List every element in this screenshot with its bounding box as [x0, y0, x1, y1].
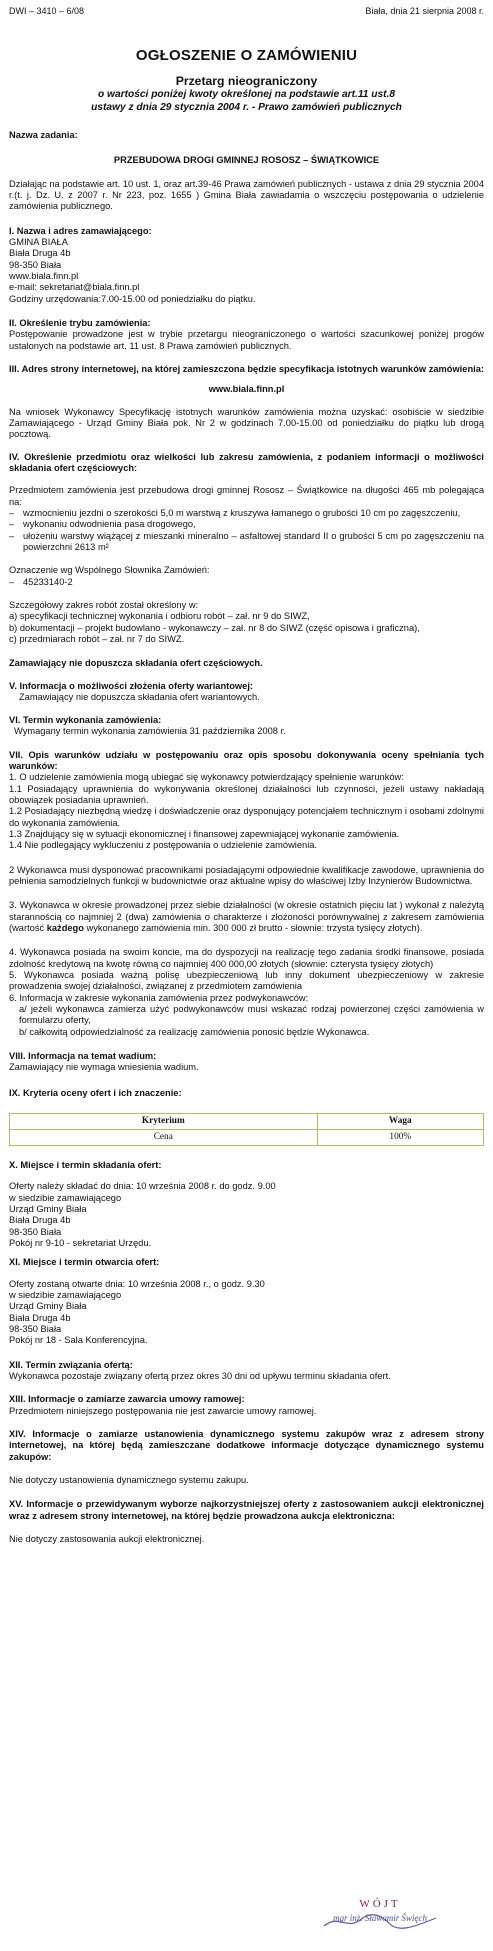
- section-12-heading: XII. Termin związania ofertą:: [9, 1359, 133, 1370]
- section-15-text: Nie dotyczy zastosowania aukcji elektronicznej.: [9, 1533, 205, 1544]
- section-8-text: Zamawiający nie wymaga wniesienia wadium.: [9, 1062, 199, 1073]
- section-1-heading: I. Nazwa i adres zamawiającego:: [9, 225, 152, 236]
- authority-street: Biała Druga 4b: [9, 248, 71, 259]
- submission-street: Biała Druga 4b: [9, 1215, 71, 1226]
- authority-website: www.biala.finn.pl: [9, 270, 79, 281]
- opening-room: Pokój nr 18 - Sala Konferencyjna.: [9, 1335, 148, 1346]
- section-14-heading: XIV. Informacje o zamiarze ustanowienia dynamicznego systemu zakupów wraz z adresem strony internetowej, na której będą zamieszczane dodatkowe informacje dotyczące dynamicznego systemu zakupów:: [9, 1428, 484, 1462]
- submission-place: w siedzibie zamawiającego: [9, 1192, 122, 1203]
- scope-item-b: b) dokumentacji – projekt budowlano - wykonawczy – zał. nr 8 do SIWZ (część opisowa i graficzna),: [9, 622, 420, 633]
- cpv-code-row: – 45233140-2: [9, 577, 484, 588]
- project-name: PRZEBUDOWA DROGI GMINNEJ ROSOSZ – ŚWIĄTKOWICE: [113, 155, 380, 166]
- section-2-text: Postępowanie prowadzone jest w trybie przetargu nieograniczonego o wartości szacunkowej poniżej progów ustalonych na podstawie art. 11 ust. 8 Prawa zamówień publicznych.: [9, 329, 484, 351]
- condition-1-4: 1.4 Nie podlegający wykluczeniu z postępowania o udzielenie zamówienia.: [9, 840, 318, 851]
- condition-1-1: 1.1 Posiadający uprawnienia do wykonywania określonej działalności lub czynności, jeżeli ustawy nakładają obowiązek posiadania uprawnień.: [9, 783, 484, 806]
- scope-intro: Szczegółowy zakres robót został określony w:: [9, 599, 199, 610]
- section-6-text: Wymagany termin wykonania zamówienia 31 października 2008 r.: [14, 726, 286, 737]
- section-4-text: Przedmiotem zamówienia jest przebudowa drogi gminnej Rososz – Świątkowice na długości 465 mb polegająca na:: [9, 485, 484, 507]
- section-5-heading: V. Informacja o możliwości złożenia oferty wariantowej:: [9, 680, 254, 691]
- section-5-text: Zamawiający nie dopuszcza składania ofert wariantowych.: [19, 691, 260, 702]
- scope-item-c: c) przedmiarach robót – zał. nr 7 do SIWZ.: [9, 633, 185, 644]
- section-12-text: Wykonawca pozostaje związany ofertą przez okres 30 dni od upływu terminu składania ofert.: [9, 1370, 391, 1381]
- scope-bullet: – wzmocnieniu jezdni o szerokości 5,0 m warstwą z kruszywa łamanego o grubości 10 cm po zagęszczeniu,: [9, 507, 461, 518]
- submission-room: Pokój nr 9-10 - sekretariat Urzędu.: [9, 1237, 152, 1248]
- section-8-heading: VIII. Informacja na temat wadium:: [9, 1051, 157, 1062]
- place-date: Biała, dnia 21 sierpnia 2008 r.: [365, 6, 484, 16]
- opening-office: Urząd Gminy Biała: [9, 1301, 87, 1312]
- condition-4: 4. Wykonawca posiada na swoim koncie, ma do dyspozycji na realizację tego zadania środki finansowe, posiada zdolność kredytową na kwotę równą co najmniej 400 000,00 złotych (słownie: czterysta tysięcy złotych): [9, 947, 484, 969]
- signature-name: mgr inż. Sławomir Święch: [332, 1913, 427, 1924]
- criterion-cell: Cena: [10, 1130, 318, 1146]
- submission-postcode: 98-350 Biała: [9, 1226, 62, 1237]
- criteria-table: [9, 1113, 484, 1146]
- opening-street: Biała Druga 4b: [9, 1312, 71, 1323]
- section-14-text: Nie dotyczy ustanowienia dynamicznego systemu zakupu.: [9, 1474, 249, 1485]
- column-header-weight: Waga: [317, 1114, 483, 1130]
- intro-paragraph: Działając na podstawie art. 10 ust. 1, oraz art.39-46 Prawa zamówień publicznych - ustawa z dnia 29 stycznia 2004 r.(t. j. Dz. U. z 2007 r. Nr 223, poz. 1655 ) Gmina Biała zawiadamia o wszczęciu postępowania o udzielenie zamówienia publicznego.: [9, 178, 484, 212]
- column-header-criterion: Kryterium: [10, 1114, 318, 1130]
- section-4-heading: IV. Określenie przedmiotu oraz wielkości lub zakresu zamówienia, z podaniem informacji o możliwości składania ofert częściowych:: [9, 451, 484, 473]
- section-7-heading: VII. Opis warunków udziału w postępowaniu oraz opis sposobu dokonywania oceny spełniania tych warunków:: [9, 749, 484, 772]
- condition-6a: a/ jeżeli wykonawca zamierza użyć podwykonawców musi wskazać rodzaj powierzonej części zamówienia w formularzu oferty,: [19, 1004, 484, 1026]
- condition-6: 6. Informacja w zakresie wykonania zamówienia przez podwykonawców:: [9, 992, 309, 1003]
- scope-item-a: a) specyfikacji technicznej wykonania i odbioru robót – zał. nr 9 do SIWZ,: [9, 611, 310, 622]
- notice-title: OGŁOSZENIE O ZAMÓWIENIU: [135, 46, 358, 64]
- authority-email: e-mail: sekretariat@biala.finn.pl: [9, 282, 140, 293]
- signature-stamp: [310, 1898, 450, 1924]
- task-label: Nazwa zadania:: [9, 130, 78, 141]
- notice-page: [9, 6, 484, 1545]
- submission-office: Urząd Gminy Biała: [9, 1204, 87, 1214]
- condition-1-3: 1.3 Znajdujący się w sytuacji ekonomicznej i finansowej zapewniającej wykonanie zamówienia.: [9, 829, 400, 840]
- scope-bullet: – ułożeniu warstwy wiążącej z mieszanki mineralno – asfaltowej standard II o grubości 5 cm po zagęszczeniu na powierzchni 2613 m²: [9, 530, 484, 552]
- section-15-heading: XV. Informacje o przewidywanym wyborze najkorzystniejszej oferty z zastosowaniem aukcji elektronicznej wraz z adresem strony internetowej, na której będzie prowadzona aukcja elektroniczna:: [9, 1499, 484, 1521]
- condition-3: 3. Wykonawca w okresie prowadzonej przez siebie działalności (w okresie ostatnich pięciu lat ) wykonał z należytą starannością co najmniej 2 (dwa) zamówienia o charakterze i złożoności porównywalnej z zakresem zamówienia (wartość każdego wykonanego zamówienia min. 300 000 zł brutto - słownie: trzysta tysięcy złotych).: [9, 900, 484, 934]
- condition-1-2: 1.2 Posiadający niezbędną wiedzę i doświadczenie oraz dysponujący potencjałem technicznym i osobami zdolnymi do wykonania zamówienia.: [9, 806, 484, 828]
- scope-bullet: – wykonaniu odwodnienia pasa drogowego,: [9, 519, 196, 530]
- table-header-row: [10, 1114, 484, 1130]
- condition-6b: b/ całkowitą odpowiedzialność za realizację zamówienia ponosić będzie Wykonawca.: [19, 1026, 370, 1037]
- section-3-heading: III. Adres strony internetowej, na której zamieszczona będzie specyfikacja istotnych warunków zamówienia:: [9, 363, 484, 374]
- legal-basis-line-1: o wartości poniżej kwoty określonej na podstawie art.11 ust.8: [97, 89, 396, 101]
- opening-place: w siedzibie zamawiającego: [9, 1289, 122, 1300]
- authority-name: GMINA BIAŁA: [9, 236, 68, 247]
- authority-postcode: 98-350 Biała: [9, 259, 62, 270]
- condition-5: 5. Wykonawca posiada ważną polisę ubezpieczeniową lub inny dokument ubezpieczeniowy w zakresie prowadzenia swojej działalności, związanej z przedmiotem zamówienia: [9, 970, 484, 992]
- document-ref: DWI – 3410 – 6/08: [9, 6, 85, 16]
- section-3-text: Na wniosek Wykonawcy Specyfikację istotnych warunków zamówienia można uzyskać: osobiście w siedzibie Zamawiającego - Urząd Gminy Biała pok. Nr 2 w godzinach 7.00-15.00 od poniedziałku do piątku lub drogą pocztową.: [9, 406, 484, 440]
- section-11-heading: XI. Miejsce i termin otwarcia ofert:: [9, 1257, 160, 1268]
- section-2-heading: II. Określenie trybu zamówienia:: [9, 317, 151, 328]
- procedure-type: Przetarg nieograniczony: [175, 74, 318, 89]
- condition-2: 2 Wykonawca musi dysponować pracownikami posiadającymi odpowiednie kwalifikacje zawodowe, uprawnienia do pełnienia samodzielnych funkcji w budownictwie oraz aktualne wpisy do właściwej Izby Inżynierów Budownictwa.: [9, 864, 484, 887]
- weight-cell: 100%: [317, 1130, 483, 1146]
- conditions-intro: 1. O udzielenie zamówienia mogą ubiegać się wykonawcy potwierdzający spełnienie warunków:: [9, 772, 404, 783]
- section-13-heading: XIII. Informacje o zamiarze zawarcia umowy ramowej:: [9, 1394, 245, 1405]
- header-row: [9, 6, 484, 17]
- cpv-code: 45233140-2: [23, 576, 73, 587]
- submission-details: [9, 1181, 484, 1249]
- legal-basis-line-2: ustawy z dnia 29 stycznia 2004 r. - Prawo zamówień publicznych: [91, 101, 402, 113]
- submission-deadline: Oferty należy składać do dnia: 10 września 2008 r. do godz. 9.00: [9, 1181, 276, 1192]
- specification-url: www.biala.finn.pl: [208, 384, 285, 395]
- cpv-label: Oznaczenie wg Wspólnego Słownika Zamówień:: [9, 565, 210, 576]
- section-9-heading: IX. Kryteria oceny ofert i ich znaczenie:: [9, 1087, 182, 1098]
- signature-title: WÓJT: [359, 1898, 401, 1910]
- table-row: [10, 1130, 484, 1146]
- opening-date: Oferty zostaną otwarte dnia: 10 września 2008 r., o godz. 9.30: [9, 1278, 265, 1289]
- partial-offers-note: Zamawiający nie dopuszcza składania ofert częściowych.: [9, 658, 263, 669]
- section-6-heading: VI. Termin wykonania zamówienia:: [9, 715, 162, 726]
- handwritten-signature-icon: [320, 1912, 440, 1932]
- section-13-text: Przedmiotem niniejszego postępowania nie jest zawarcie umowy ramowej.: [9, 1405, 317, 1416]
- opening-details: [9, 1279, 484, 1347]
- contracting-authority: [9, 237, 484, 305]
- authority-hours: Godziny urzędowania:7.00-15.00 od poniedziałku do piątku.: [9, 293, 256, 304]
- section-10-heading: X. Miejsce i termin składania ofert:: [9, 1160, 162, 1171]
- opening-postcode: 98-350 Biała: [9, 1323, 62, 1334]
